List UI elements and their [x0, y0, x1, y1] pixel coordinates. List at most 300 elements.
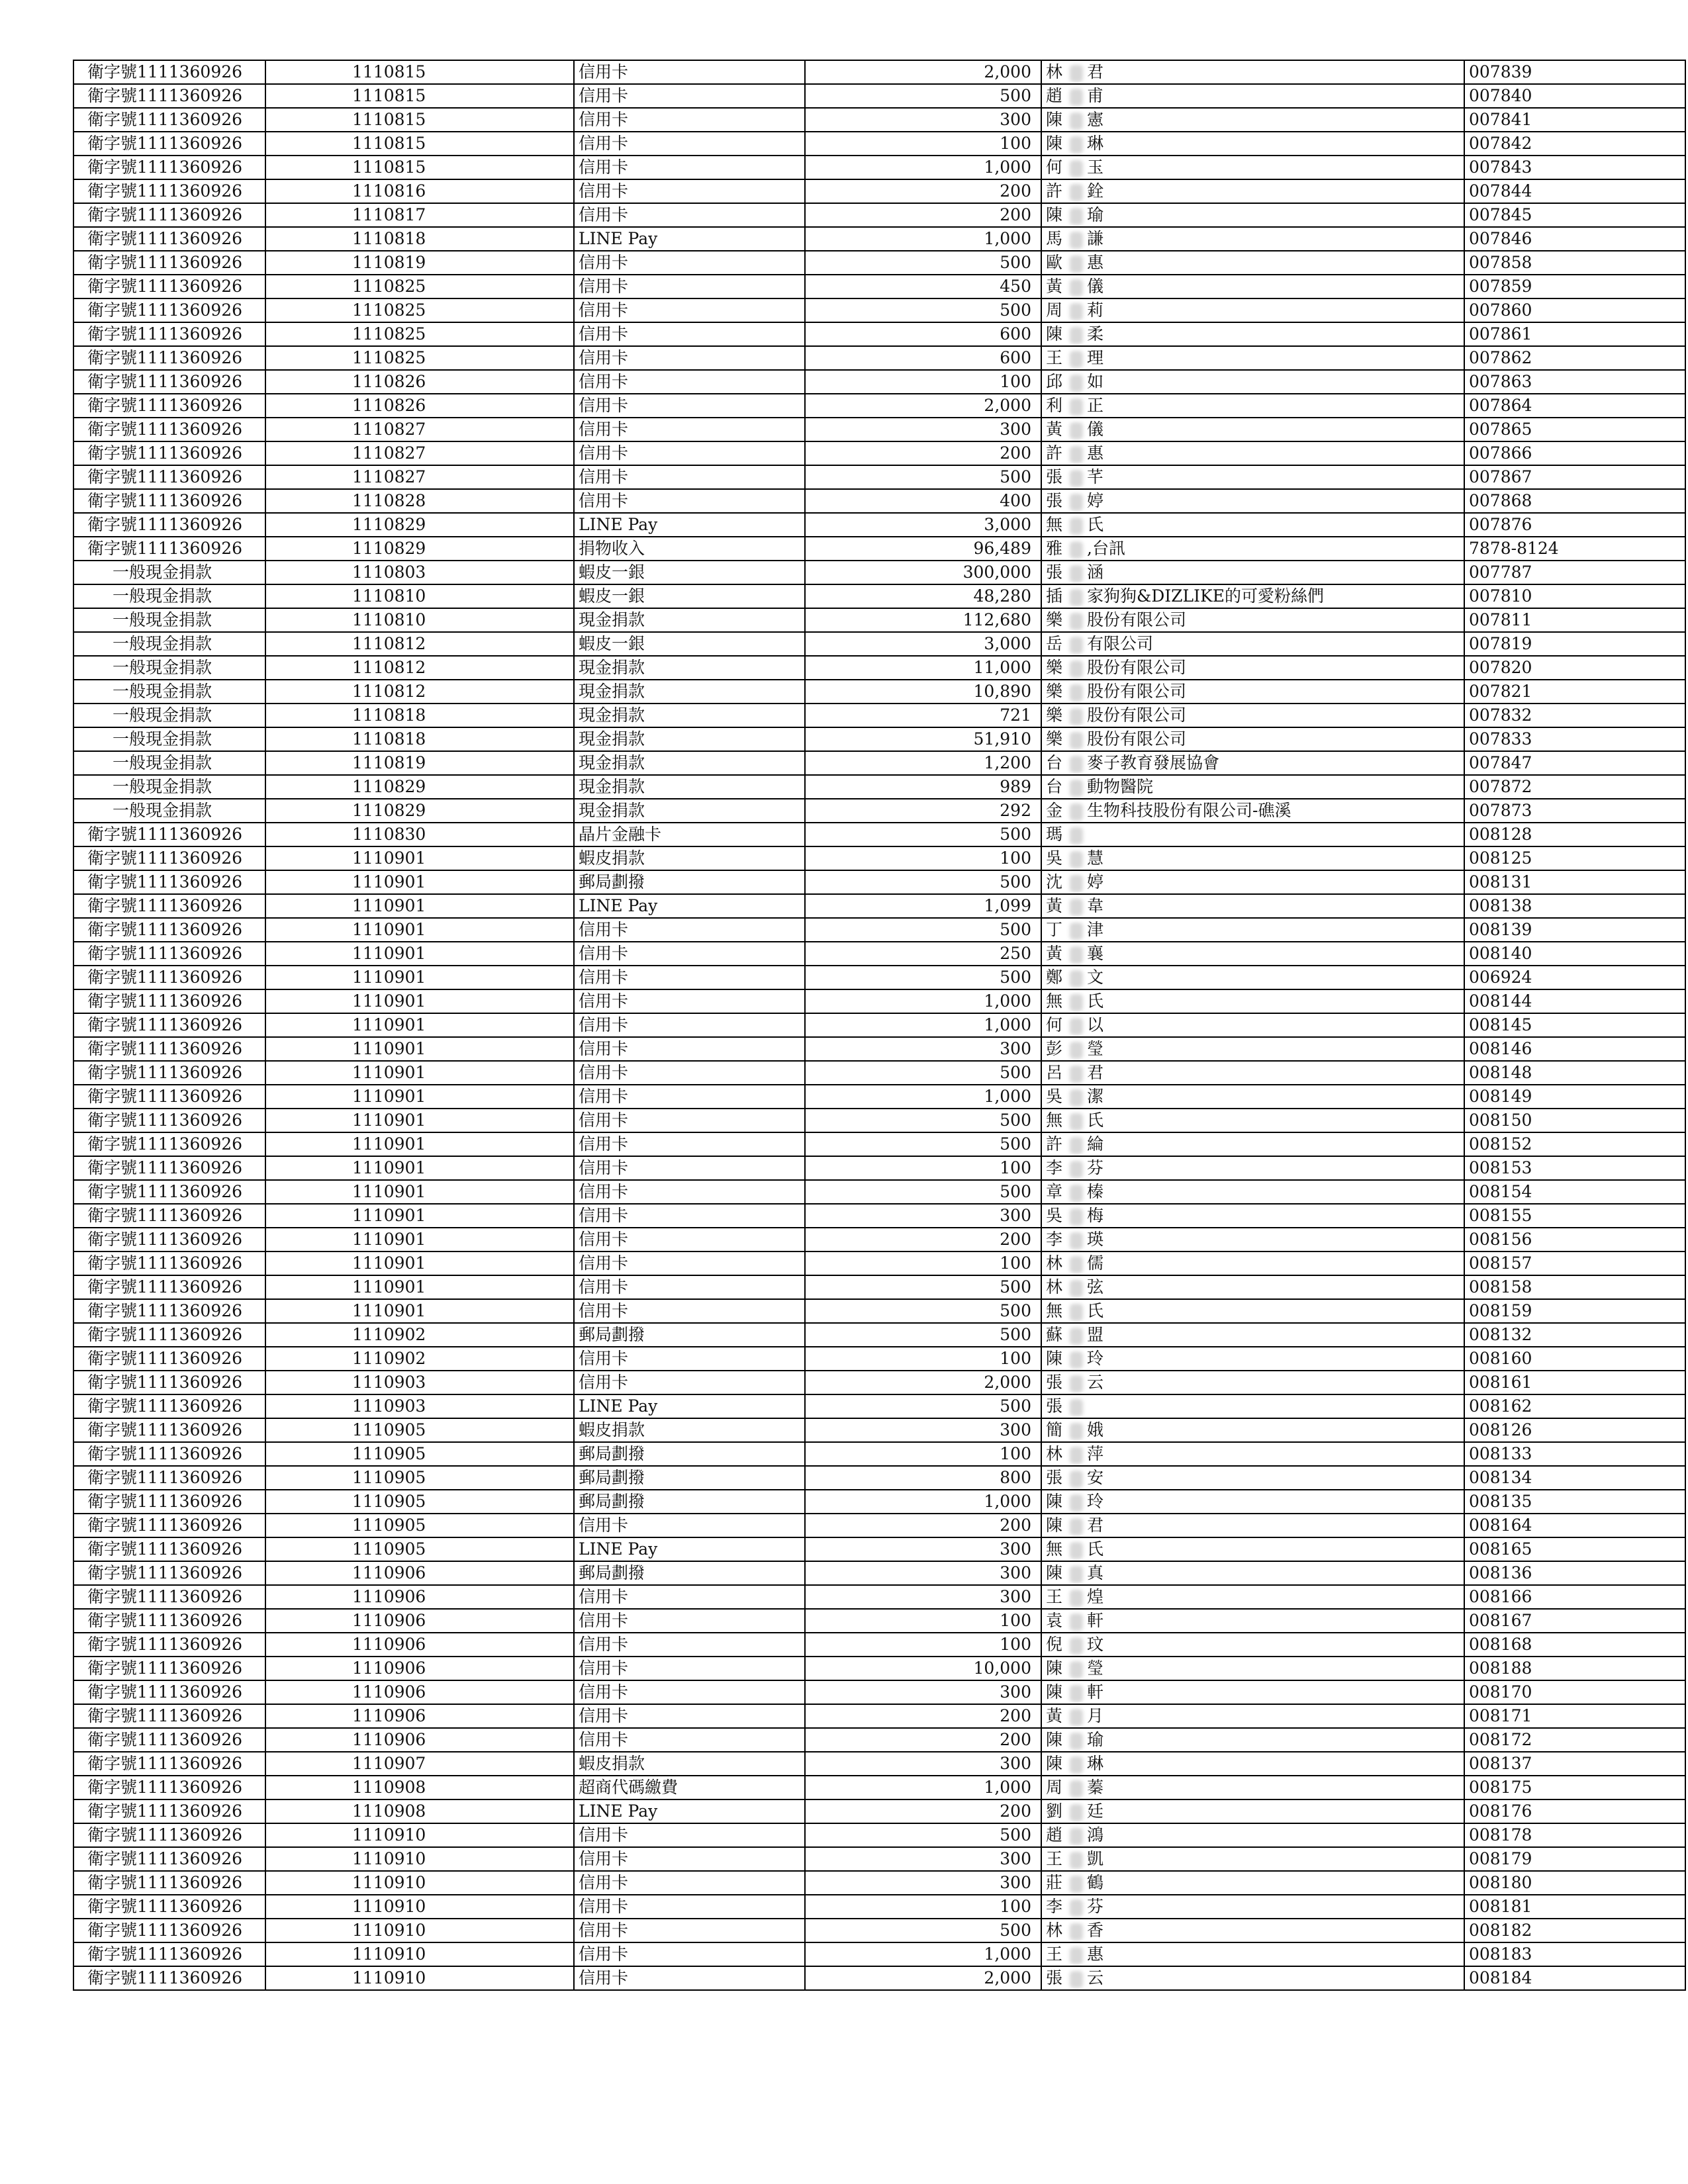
category-cell: 衛字號1111360926 — [73, 1752, 265, 1776]
date-cell: 1110816 — [265, 179, 574, 203]
date-cell: 1110906 — [265, 1657, 574, 1680]
donor-name-first: 陳 — [1046, 1516, 1063, 1535]
donor-name-cell — [1041, 1609, 1464, 1633]
receipt-number-cell: 008150 — [1464, 1109, 1685, 1132]
table-row — [73, 1728, 1685, 1752]
receipt-number-cell: 008159 — [1464, 1299, 1685, 1323]
donor-name-rest: 云 — [1087, 1373, 1104, 1392]
date-cell: 1110825 — [265, 275, 574, 298]
date-cell: 1110910 — [265, 1871, 574, 1895]
redaction-mark — [1070, 660, 1083, 678]
date-cell: 1110901 — [265, 846, 574, 870]
category-cell: 衛字號1111360926 — [73, 275, 265, 298]
amount-cell: 800 — [805, 1466, 1041, 1490]
date-cell: 1110908 — [265, 1799, 574, 1823]
amount-cell: 300 — [805, 1680, 1041, 1704]
donor-name-rest: 蓁 — [1087, 1778, 1104, 1797]
date-cell: 1110905 — [265, 1537, 574, 1561]
donor-name-rest: 煌 — [1087, 1587, 1104, 1606]
donor-name-rest: 瑛 — [1087, 1230, 1104, 1249]
donor-name-cell — [1041, 251, 1464, 275]
donor-name-cell — [1041, 1418, 1464, 1442]
category-cell: 衛字號1111360926 — [73, 1680, 265, 1704]
redaction-mark — [1070, 637, 1083, 654]
donor-name-first: 呂 — [1046, 1063, 1063, 1082]
redaction-mark — [1070, 1208, 1083, 1226]
receipt-number-cell: 008165 — [1464, 1537, 1685, 1561]
date-cell: 1110901 — [265, 1228, 574, 1251]
payment-method-cell: 信用卡 — [574, 418, 805, 441]
date-cell: 1110901 — [265, 1085, 574, 1109]
table-row — [73, 1371, 1685, 1394]
donor-name-rest: 惠 — [1087, 443, 1104, 463]
donor-name-rest: 瑜 — [1087, 205, 1104, 224]
donor-name-first: 利 — [1046, 396, 1063, 415]
donor-name-cell — [1041, 1442, 1464, 1466]
donor-name-cell — [1041, 918, 1464, 942]
donor-name-first: 袁 — [1046, 1611, 1063, 1630]
category-cell: 一般現金捐款 — [73, 775, 265, 799]
date-cell: 1110901 — [265, 989, 574, 1013]
receipt-number-cell: 008158 — [1464, 1275, 1685, 1299]
payment-method-cell: 信用卡 — [574, 1347, 805, 1371]
redaction-mark — [1070, 160, 1083, 177]
redaction-mark — [1070, 1518, 1083, 1535]
payment-method-cell: 信用卡 — [574, 1657, 805, 1680]
payment-method-cell: 信用卡 — [574, 179, 805, 203]
donor-name-first: 插 — [1046, 586, 1063, 606]
donor-name-rest: 廷 — [1087, 1801, 1104, 1821]
receipt-number-cell: 007843 — [1464, 156, 1685, 179]
redaction-mark — [1070, 1399, 1083, 1416]
donor-name-rest: 玉 — [1087, 158, 1104, 177]
date-cell: 1110819 — [265, 751, 574, 775]
donor-name-cell — [1041, 465, 1464, 489]
donor-name-rest: 娥 — [1087, 1420, 1104, 1439]
donor-name-rest: 君 — [1087, 1063, 1104, 1082]
amount-cell: 51,910 — [805, 727, 1041, 751]
donor-name-first: 無 — [1046, 1301, 1063, 1320]
redaction-mark — [1070, 1899, 1083, 1917]
amount-cell: 100 — [805, 1156, 1041, 1180]
amount-cell: 500 — [805, 1061, 1041, 1085]
table-row — [73, 1442, 1685, 1466]
receipt-number-cell: 007860 — [1464, 298, 1685, 322]
donor-name-first: 許 — [1046, 1134, 1063, 1154]
redaction-mark — [1070, 351, 1083, 368]
donor-name-first: 吳 — [1046, 1087, 1063, 1106]
date-cell: 1110905 — [265, 1490, 574, 1514]
amount-cell: 2,000 — [805, 1966, 1041, 1990]
redaction-mark — [1070, 1137, 1083, 1154]
category-cell: 衛字號1111360926 — [73, 84, 265, 108]
donor-name-cell — [1041, 608, 1464, 632]
donor-name-rest: 氏 — [1087, 1111, 1104, 1130]
category-cell: 衛字號1111360926 — [73, 1418, 265, 1442]
payment-method-cell: 信用卡 — [574, 1037, 805, 1061]
donor-name-first: 張 — [1046, 491, 1063, 510]
payment-method-cell: 郵局劃撥 — [574, 1561, 805, 1585]
receipt-number-cell: 008170 — [1464, 1680, 1685, 1704]
donor-name-rest: 儀 — [1087, 277, 1104, 296]
category-cell: 衛字號1111360926 — [73, 1585, 265, 1609]
table-row — [73, 727, 1685, 751]
donor-name-first: 沈 — [1046, 872, 1063, 891]
donor-name-first: 金 — [1046, 801, 1063, 820]
date-cell: 1110907 — [265, 1752, 574, 1776]
donor-name-rest: 氏 — [1087, 991, 1104, 1011]
payment-method-cell: LINE Pay — [574, 227, 805, 251]
amount-cell: 500 — [805, 298, 1041, 322]
date-cell: 1110825 — [265, 298, 574, 322]
table-row — [73, 1061, 1685, 1085]
payment-method-cell: 信用卡 — [574, 1275, 805, 1299]
redaction-mark — [1070, 1161, 1083, 1178]
receipt-number-cell: 7878-8124 — [1464, 537, 1685, 561]
redaction-mark — [1070, 1542, 1083, 1559]
donor-name-first: 無 — [1046, 1111, 1063, 1130]
amount-cell: 500 — [805, 84, 1041, 108]
redaction-mark — [1070, 1375, 1083, 1392]
donor-name-first: 王 — [1046, 348, 1063, 367]
donor-name-cell — [1041, 1871, 1464, 1895]
donor-name-cell — [1041, 418, 1464, 441]
date-cell: 1110910 — [265, 1942, 574, 1966]
receipt-number-cell: 007864 — [1464, 394, 1685, 418]
donor-name-rest: 盟 — [1087, 1325, 1104, 1344]
category-cell: 衛字號1111360926 — [73, 537, 265, 561]
donor-name-cell — [1041, 1275, 1464, 1299]
donor-name-cell — [1041, 132, 1464, 156]
donor-name-first: 黃 — [1046, 896, 1063, 915]
category-cell: 衛字號1111360926 — [73, 989, 265, 1013]
payment-method-cell: 信用卡 — [574, 275, 805, 298]
payment-method-cell: 信用卡 — [574, 1680, 805, 1704]
amount-cell: 100 — [805, 370, 1041, 394]
redaction-mark — [1070, 1471, 1083, 1488]
donor-name-first: 樂 — [1046, 705, 1063, 725]
receipt-number-cell: 008149 — [1464, 1085, 1685, 1109]
date-cell: 1110910 — [265, 1919, 574, 1942]
donor-name-rest: 股份有限公司 — [1087, 682, 1187, 701]
amount-cell: 600 — [805, 322, 1041, 346]
payment-method-cell: 信用卡 — [574, 1013, 805, 1037]
date-cell: 1110803 — [265, 561, 574, 584]
amount-cell: 500 — [805, 966, 1041, 989]
donor-name-cell — [1041, 1633, 1464, 1657]
redaction-mark — [1070, 1185, 1083, 1202]
amount-cell: 1,000 — [805, 1490, 1041, 1514]
category-cell: 衛字號1111360926 — [73, 1776, 265, 1799]
table-row — [73, 775, 1685, 799]
redaction-mark — [1070, 1280, 1083, 1297]
receipt-number-cell: 008139 — [1464, 918, 1685, 942]
donor-name-rest: 惠 — [1087, 1944, 1104, 1964]
amount-cell: 1,000 — [805, 989, 1041, 1013]
date-cell: 1110901 — [265, 1180, 574, 1204]
receipt-number-cell: 007810 — [1464, 584, 1685, 608]
donor-name-rest: 鴻 — [1087, 1825, 1104, 1844]
payment-method-cell: 蝦皮一銀 — [574, 561, 805, 584]
date-cell: 1110901 — [265, 1109, 574, 1132]
receipt-number-cell: 008156 — [1464, 1228, 1685, 1251]
donor-name-first: 雅 — [1046, 539, 1063, 558]
payment-method-cell: 現金捐款 — [574, 704, 805, 727]
redaction-mark — [1070, 65, 1083, 82]
category-cell: 一般現金捐款 — [73, 632, 265, 656]
date-cell: 1110901 — [265, 1037, 574, 1061]
payment-method-cell: 信用卡 — [574, 108, 805, 132]
redaction-mark — [1070, 1447, 1083, 1464]
donor-name-cell — [1041, 1585, 1464, 1609]
donor-name-cell — [1041, 84, 1464, 108]
amount-cell: 500 — [805, 870, 1041, 894]
donor-name-rest: 鶴 — [1087, 1873, 1104, 1892]
donor-name-first: 無 — [1046, 515, 1063, 534]
table-row — [73, 1275, 1685, 1299]
redaction-mark — [1070, 803, 1083, 821]
redaction-mark — [1070, 89, 1083, 106]
receipt-number-cell: 008154 — [1464, 1180, 1685, 1204]
donor-name-cell — [1041, 632, 1464, 656]
payment-method-cell: 郵局劃撥 — [574, 1442, 805, 1466]
category-cell: 衛字號1111360926 — [73, 1156, 265, 1180]
donor-name-first: 丁 — [1046, 920, 1063, 939]
receipt-number-cell: 007858 — [1464, 251, 1685, 275]
category-cell: 衛字號1111360926 — [73, 1490, 265, 1514]
donor-name-first: 台 — [1046, 777, 1063, 796]
table-row — [73, 298, 1685, 322]
donor-name-cell — [1041, 561, 1464, 584]
date-cell: 1110901 — [265, 1299, 574, 1323]
donor-name-cell — [1041, 513, 1464, 537]
category-cell: 衛字號1111360926 — [73, 1514, 265, 1537]
date-cell: 1110810 — [265, 584, 574, 608]
donor-name-cell — [1041, 1561, 1464, 1585]
amount-cell: 100 — [805, 132, 1041, 156]
table-row — [73, 561, 1685, 584]
donor-name-rest: 股份有限公司 — [1087, 658, 1187, 677]
redaction-mark — [1070, 970, 1083, 987]
category-cell: 衛字號1111360926 — [73, 1823, 265, 1847]
donor-name-rest: 潔 — [1087, 1087, 1104, 1106]
donor-name-cell — [1041, 870, 1464, 894]
category-cell: 衛字號1111360926 — [73, 1251, 265, 1275]
donor-name-rest: 家狗狗&DIZLIKE的可愛粉絲們 — [1087, 586, 1324, 606]
donor-name-first: 陳 — [1046, 324, 1063, 343]
donor-name-first: 岳 — [1046, 634, 1063, 653]
table-row — [73, 179, 1685, 203]
date-cell: 1110906 — [265, 1585, 574, 1609]
donor-name-cell — [1041, 1680, 1464, 1704]
date-cell: 1110906 — [265, 1704, 574, 1728]
table-row — [73, 441, 1685, 465]
table-row — [73, 942, 1685, 966]
date-cell: 1110829 — [265, 775, 574, 799]
date-cell: 1110905 — [265, 1466, 574, 1490]
table-row — [73, 1657, 1685, 1680]
category-cell: 衛字號1111360926 — [73, 823, 265, 846]
redaction-mark — [1070, 1232, 1083, 1250]
date-cell: 1110827 — [265, 441, 574, 465]
amount-cell: 1,000 — [805, 1013, 1041, 1037]
table-row — [73, 1204, 1685, 1228]
table-row — [73, 1394, 1685, 1418]
donor-name-rest: 有限公司 — [1087, 634, 1154, 653]
date-cell: 1110829 — [265, 537, 574, 561]
receipt-number-cell: 008128 — [1464, 823, 1685, 846]
redaction-mark — [1070, 1304, 1083, 1321]
payment-method-cell: 信用卡 — [574, 1871, 805, 1895]
donor-name-first: 劉 — [1046, 1801, 1063, 1821]
receipt-number-cell: 008180 — [1464, 1871, 1685, 1895]
donor-name-first: 李 — [1046, 1158, 1063, 1177]
payment-method-cell: 信用卡 — [574, 60, 805, 84]
receipt-number-cell: 008164 — [1464, 1514, 1685, 1537]
receipt-number-cell: 007863 — [1464, 370, 1685, 394]
table-row — [73, 1418, 1685, 1442]
receipt-number-cell: 007787 — [1464, 561, 1685, 584]
amount-cell: 100 — [805, 1895, 1041, 1919]
receipt-number-cell: 007832 — [1464, 704, 1685, 727]
amount-cell: 500 — [805, 1275, 1041, 1299]
receipt-number-cell: 007873 — [1464, 799, 1685, 823]
date-cell: 1110827 — [265, 418, 574, 441]
table-row — [73, 418, 1685, 441]
category-cell: 衛字號1111360926 — [73, 1561, 265, 1585]
table-row — [73, 251, 1685, 275]
payment-method-cell: 信用卡 — [574, 918, 805, 942]
category-cell: 衛字號1111360926 — [73, 465, 265, 489]
donor-name-first: 林 — [1046, 1444, 1063, 1463]
donor-name-rest: 如 — [1087, 372, 1104, 391]
payment-method-cell: 現金捐款 — [574, 775, 805, 799]
donor-name-first: 許 — [1046, 443, 1063, 463]
category-cell: 一般現金捐款 — [73, 680, 265, 704]
receipt-number-cell: 008184 — [1464, 1966, 1685, 1990]
donor-name-first: 李 — [1046, 1897, 1063, 1916]
date-cell: 1110826 — [265, 394, 574, 418]
amount-cell: 300 — [805, 1847, 1041, 1871]
donor-name-rest: ,台訊 — [1087, 539, 1125, 558]
payment-method-cell: 信用卡 — [574, 1085, 805, 1109]
payment-method-cell: 郵局劃撥 — [574, 870, 805, 894]
date-cell: 1110910 — [265, 1895, 574, 1919]
redaction-mark — [1070, 1494, 1083, 1512]
donor-name-first: 陳 — [1046, 1349, 1063, 1368]
date-cell: 1110810 — [265, 608, 574, 632]
category-cell: 衛字號1111360926 — [73, 1633, 265, 1657]
redaction-mark — [1070, 541, 1083, 559]
donor-name-cell — [1041, 441, 1464, 465]
category-cell: 衛字號1111360926 — [73, 1013, 265, 1037]
donor-name-cell — [1041, 322, 1464, 346]
payment-method-cell: 信用卡 — [574, 203, 805, 227]
payment-method-cell: 晶片金融卡 — [574, 823, 805, 846]
donor-name-cell — [1041, 275, 1464, 298]
donor-name-cell — [1041, 1061, 1464, 1085]
amount-cell: 2,000 — [805, 60, 1041, 84]
donor-name-rest: 麥子教育發展協會 — [1087, 753, 1220, 772]
donor-name-cell — [1041, 894, 1464, 918]
donor-name-cell — [1041, 1966, 1464, 1990]
amount-cell: 200 — [805, 441, 1041, 465]
payment-method-cell: 信用卡 — [574, 1228, 805, 1251]
category-cell: 衛字號1111360926 — [73, 1109, 265, 1132]
table-row — [73, 1251, 1685, 1275]
amount-cell: 500 — [805, 1109, 1041, 1132]
redaction-mark — [1070, 875, 1083, 892]
category-cell: 衛字號1111360926 — [73, 513, 265, 537]
donor-name-cell — [1041, 1728, 1464, 1752]
amount-cell: 3,000 — [805, 513, 1041, 537]
redaction-mark — [1070, 1756, 1083, 1774]
category-cell: 衛字號1111360926 — [73, 108, 265, 132]
category-cell: 衛字號1111360926 — [73, 489, 265, 513]
amount-cell: 48,280 — [805, 584, 1041, 608]
donor-name-first: 陳 — [1046, 1730, 1063, 1749]
amount-cell: 500 — [805, 918, 1041, 942]
payment-method-cell: 信用卡 — [574, 489, 805, 513]
receipt-number-cell: 007841 — [1464, 108, 1685, 132]
redaction-mark — [1070, 1066, 1083, 1083]
receipt-number-cell: 008178 — [1464, 1823, 1685, 1847]
amount-cell: 300 — [805, 1871, 1041, 1895]
receipt-number-cell: 008146 — [1464, 1037, 1685, 1061]
amount-cell: 2,000 — [805, 1371, 1041, 1394]
category-cell: 衛字號1111360926 — [73, 1228, 265, 1251]
donor-name-cell — [1041, 1251, 1464, 1275]
category-cell: 衛字號1111360926 — [73, 870, 265, 894]
receipt-number-cell: 007842 — [1464, 132, 1685, 156]
payment-method-cell: 信用卡 — [574, 298, 805, 322]
donor-name-cell — [1041, 1823, 1464, 1847]
donor-name-cell — [1041, 584, 1464, 608]
table-row — [73, 1847, 1685, 1871]
table-row — [73, 1037, 1685, 1061]
donor-name-first: 瑪 — [1046, 825, 1063, 844]
donor-name-cell — [1041, 1942, 1464, 1966]
donor-name-rest: 生物科技股份有限公司-礁溪 — [1087, 801, 1291, 820]
payment-method-cell: 信用卡 — [574, 394, 805, 418]
table-row — [73, 870, 1685, 894]
donor-name-first: 陳 — [1046, 1754, 1063, 1773]
redaction-mark — [1070, 946, 1083, 964]
amount-cell: 200 — [805, 1704, 1041, 1728]
receipt-number-cell: 008153 — [1464, 1156, 1685, 1180]
donor-name-rest: 萍 — [1087, 1444, 1104, 1463]
redaction-mark — [1070, 1923, 1083, 1940]
donor-name-cell — [1041, 846, 1464, 870]
donor-name-first: 林 — [1046, 1921, 1063, 1940]
receipt-number-cell: 008126 — [1464, 1418, 1685, 1442]
redaction-mark — [1070, 446, 1083, 463]
category-cell: 衛字號1111360926 — [73, 394, 265, 418]
receipt-number-cell: 008179 — [1464, 1847, 1685, 1871]
table-row — [73, 966, 1685, 989]
donor-name-rest: 弦 — [1087, 1277, 1104, 1297]
category-cell: 衛字號1111360926 — [73, 298, 265, 322]
amount-cell: 989 — [805, 775, 1041, 799]
donor-name-first: 鄭 — [1046, 968, 1063, 987]
category-cell: 衛字號1111360926 — [73, 251, 265, 275]
table-row — [73, 1490, 1685, 1514]
redaction-mark — [1070, 136, 1083, 154]
donor-name-first: 莊 — [1046, 1873, 1063, 1892]
donor-name-first: 黃 — [1046, 944, 1063, 963]
redaction-mark — [1070, 1804, 1083, 1821]
payment-method-cell: 蝦皮一銀 — [574, 584, 805, 608]
